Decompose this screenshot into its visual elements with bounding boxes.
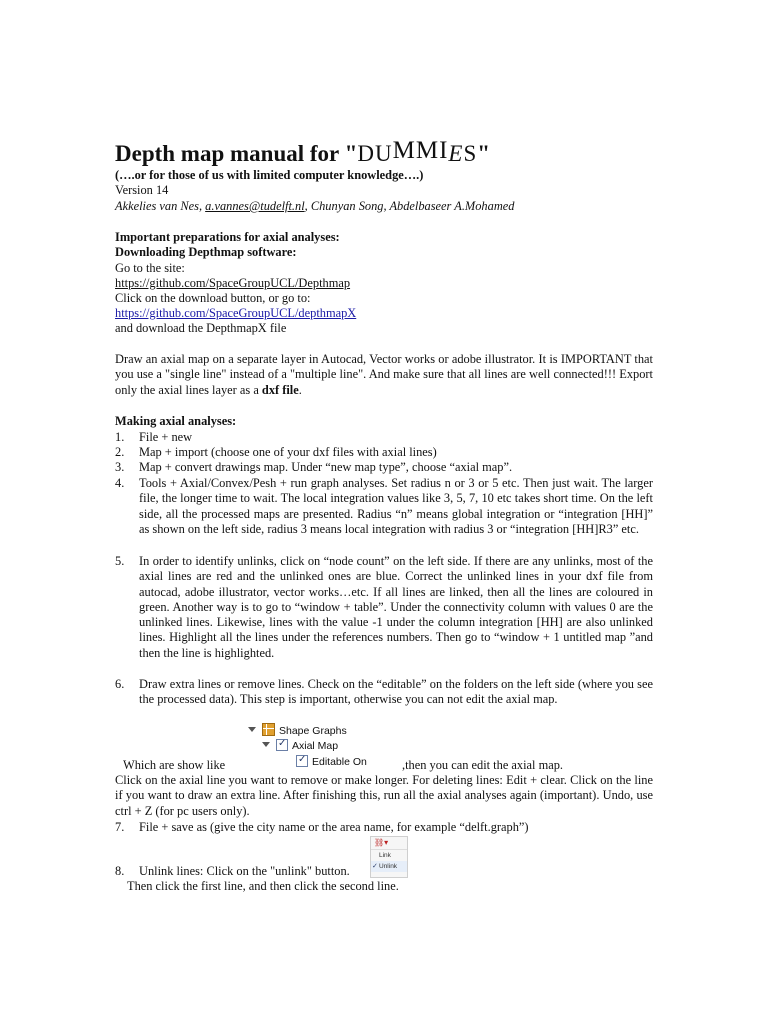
- para1-end: .: [298, 382, 302, 397]
- list-item: Map + convert drawings map. Under “new map type”, choose “axial map”.: [139, 460, 513, 474]
- paragraph-edit-lines: Click on the axial line you want to remove or make longer. For deleting lines: Edit + clear. Click on the line if you want to draw an extra line. After finishing this, run all the axial analyses again (important). Undo, use ctrl + Z (for pc users only).: [115, 773, 653, 818]
- version: Version 14: [115, 183, 169, 197]
- author-email-link[interactable]: a.vannes@tudelft.nl: [205, 199, 305, 213]
- title-letter-u: U: [375, 141, 393, 166]
- heading-making-axial: Making axial analyses:: [115, 414, 237, 428]
- last-line-text: Then click the first line, and then click the second line.: [127, 879, 399, 893]
- subtitle: (….or for those of us with limited computer knowledge….): [115, 168, 424, 182]
- authors: [115, 199, 514, 214]
- axial-map-label: Axial Map: [292, 740, 339, 752]
- heading-preparations: Important preparations for axial analyses:: [115, 230, 340, 244]
- item-number: 2.: [115, 445, 125, 459]
- title-text: Depth map manual for ": [115, 141, 358, 166]
- page-title: [115, 137, 490, 168]
- paragraph-draw-axial: [115, 352, 653, 398]
- list-item: File + new: [139, 430, 193, 444]
- item-number: 1.: [115, 430, 125, 444]
- list-item: Map + import (choose one of your dxf files with axial lines): [139, 445, 437, 459]
- goto-text: Go to the site:: [115, 261, 185, 275]
- shape-graphs-icon: [262, 723, 275, 736]
- title-letter-d: D: [357, 141, 375, 166]
- then-edit-text: ,then you can edit the axial map.: [402, 758, 564, 772]
- click-download-text: Click on the download button, or go to:: [115, 291, 311, 305]
- para1-text: Draw an axial map on a separate layer in Autocad, Vector works or adobe illustrator. It is IMPORTANT that you use a "single line" instead of a "multiple line". And make sure that all lines are well connected!!! Export only the axial lines layer as a: [115, 352, 653, 397]
- link-dropdown-icon[interactable]: ⛓▾: [371, 837, 407, 850]
- heading-downloading: Downloading Depthmap software:: [115, 245, 297, 259]
- title-letter-e: E: [448, 141, 464, 166]
- tree-shape-graphs[interactable]: [248, 723, 347, 738]
- editable-on-checkbox[interactable]: [296, 755, 308, 767]
- title-letter-s: S: [463, 141, 478, 166]
- menu-item-unlink[interactable]: ✓ Unlink: [371, 861, 407, 872]
- expand-triangle-icon: [262, 742, 270, 747]
- para1-bold: dxf file: [261, 382, 299, 397]
- list-item: Draw extra lines or remove lines. Check on the “editable” on the folders on the left side (where you see the processed data). This step is important, otherwise you can not edit the axial map.: [139, 677, 653, 707]
- editable-on-label: Editable On: [312, 756, 367, 768]
- and-download-text: and download the DepthmapX file: [115, 321, 287, 335]
- tree-editable-on[interactable]: [296, 755, 367, 769]
- co-authors: , Chunyan Song, Abdelbaseer A.Mohamed: [304, 199, 515, 213]
- list-item: Tools + Axial/Convex/Pesh + run graph analyses. Set radius n or 3 or 5 etc. Then just wait. The larger file, the longer time to wait. The local integration values like 3, 5, 7, 10 etc takes short time. On the left side, all the processed maps are presented. Radius “n” means global integration or “integration [HH]” as shown on the left side, radius 3 means local integration with radius 3 or “integration [HH]R3” etc.: [139, 476, 653, 536]
- title-end-quote: ": [477, 141, 491, 166]
- expand-triangle-icon: [248, 727, 256, 732]
- author-sep: ,: [198, 199, 206, 213]
- item-number: 7.: [115, 820, 125, 834]
- item-number: 5.: [115, 554, 125, 568]
- item-number: 6.: [115, 677, 125, 691]
- url-depthmapx[interactable]: https://github.com/SpaceGroupUCL/depthmapX: [115, 306, 357, 320]
- link-unlink-menu[interactable]: [370, 836, 408, 878]
- which-show-text: Which are show like: [123, 758, 226, 772]
- list-item: In order to identify unlinks, click on “node count” on the left side. If there are any unlinks, most of the axial lines are red and the unlinked ones are blue. Correct the unlinked lines in your dxf file from autocad, adobe illustrator, vector works…etc. If all lines are linked, then all the lines are coloured in green. Another way is to go to “window + table”. Under the connectivity column with values 0 are the unlinked lines. Likewise, lines with the value -1 under the column integration [HH] are also unlinked lines. Highlight all the lines under the references numbers. Then go to “window + 1 untitled map ”and then the line is highlighted.: [139, 554, 653, 660]
- item-number: 8.: [115, 864, 125, 878]
- shape-graphs-label: Shape Graphs: [279, 725, 347, 737]
- title-dummies: [357, 137, 478, 166]
- item-number: 4.: [115, 476, 125, 490]
- author-name: Akkelies van Nes: [115, 199, 199, 213]
- list-item: Unlink lines: Click on the "unlink" button.: [139, 864, 350, 878]
- menu-item-link[interactable]: Link: [379, 852, 391, 859]
- url-depthmap[interactable]: https://github.com/SpaceGroupUCL/Depthmap: [115, 276, 351, 290]
- axial-map-checkbox[interactable]: [276, 739, 288, 751]
- item-number: 3.: [115, 460, 125, 474]
- list-item: File + save as (give the city name or the area name, for example “delft.graph”): [139, 820, 529, 834]
- title-letters-mmi: MMI: [392, 137, 449, 164]
- tree-axial-map[interactable]: [262, 739, 338, 753]
